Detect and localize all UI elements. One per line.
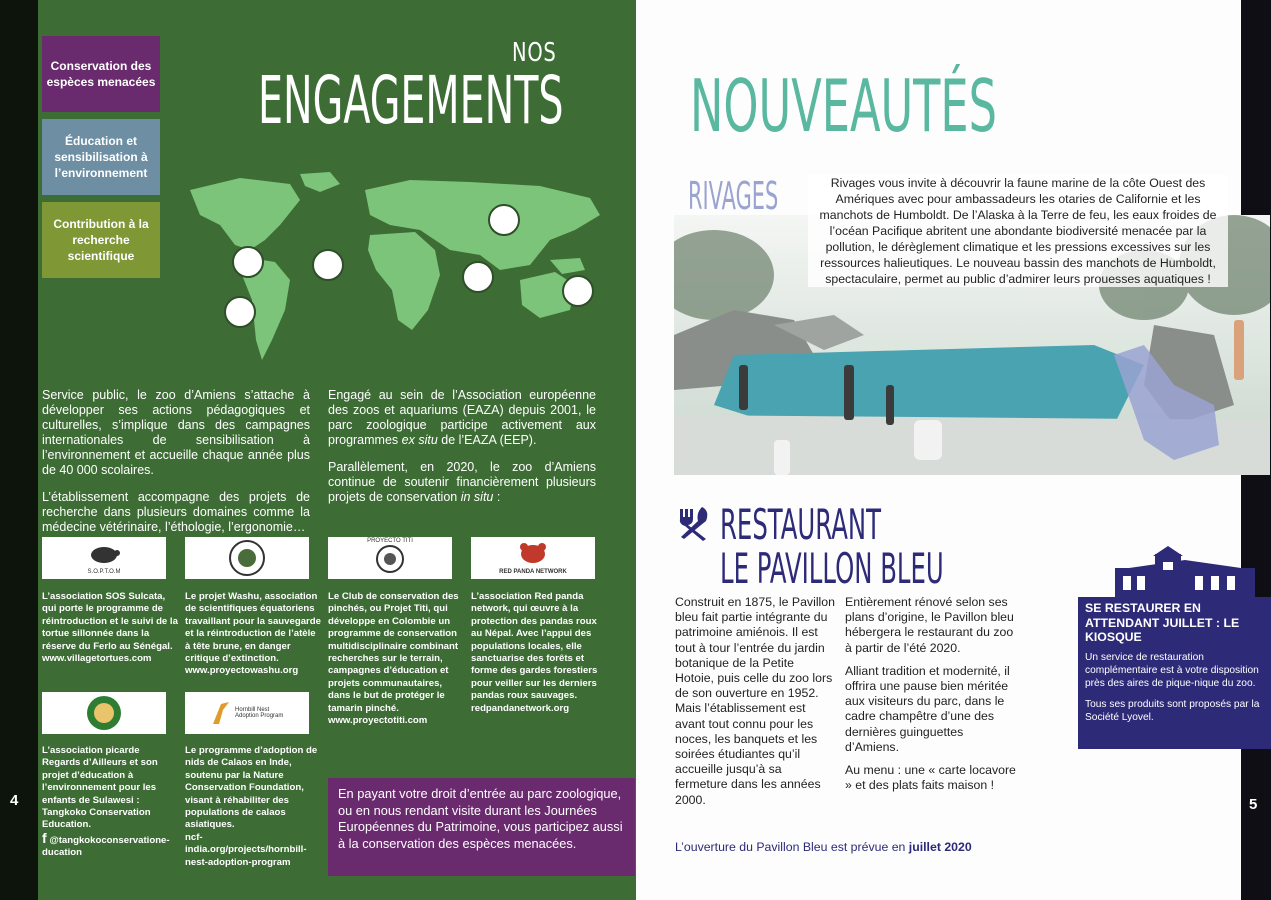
website-link[interactable]: www.proyectotiti.com — [328, 715, 428, 727]
title-engagements: ENGAGEMENTS — [258, 62, 564, 139]
marker-hornbill — [463, 262, 493, 292]
opening-date-line: L’ouverture du Pavillon Bleu est prévue en juillet 2020 — [675, 840, 972, 854]
title-nouveautes: NOUVEAUTÉS — [690, 64, 997, 148]
paragraph: Entièrement rénové selon ses plans d’origine, le Pavillon bleu hébergera le restaurant du zoo à partir de l’été 2020. — [845, 595, 1014, 655]
kiosk-text: Tous ses produits sont proposés par la Société Lyovel. — [1085, 698, 1260, 723]
text-column-b — [328, 388, 596, 517]
marker-titi — [233, 247, 263, 277]
logo-titi: PROYECTO TITI — [328, 537, 452, 579]
restaurant-text-b — [845, 595, 1020, 801]
tangkoko-emblem-icon — [85, 694, 123, 732]
tortoise-icon — [86, 542, 122, 564]
world-map — [180, 170, 620, 380]
marker-tangkoko — [563, 276, 593, 306]
marker-washu — [225, 297, 255, 327]
map-north-america — [190, 178, 300, 250]
fork-knife-icon — [676, 505, 712, 541]
logo-soptom: S.O.P.T.O.M — [42, 537, 166, 579]
paragraph: Parallèlement, en 2020, le zoo d’Amiens continue de soutenir financièrement plusieurs projets de conservation in situ : — [328, 460, 596, 504]
category-education: Éducation et sensibilisation à l’environnement — [42, 119, 160, 195]
logo-hornbill: Hornbill Nest Adoption Program — [185, 692, 309, 734]
paragraph: Service public, le zoo d’Amiens s’attache à développer ses actions pédagogiques et culturelles, s’implique dans des campagnes internationales de sensibilisation à l’environnement et accueille chaque année plus de 40 000 scolaires. — [42, 388, 310, 477]
website-link[interactable]: www.villagetortues.com — [42, 653, 152, 665]
page-number-left: 4 — [10, 792, 19, 809]
pavilion-building-icon — [1115, 546, 1255, 598]
marker-soptom — [313, 250, 343, 280]
map-greenland — [300, 172, 340, 192]
restaurant-title-line-1: RESTAURANT — [720, 500, 881, 549]
paragraph: Engagé au sein de l’Association européenne des zoos et aquariums (EAZA) depuis 2001, le parc zoologique participe activement aux programmes ex situ de l’EAZA (EEP). — [328, 388, 596, 447]
restaurant-text-a: Construit en 1875, le Pavillon bleu fait partie intégrante du patrimoine amiénois. Il est tout à tour l’entrée du jardin botanique de la Petite Hotoie, puis celle du zoo lors de son ouverture en 1952. Mais l’établissement est avant tout connu pour les noces, les banquets et les soirées étudiantes qu’il accueille jusqu’à sa fermeture dans les années 2000. — [675, 595, 835, 807]
paragraph: Au menu : une « carte locavore » et des plats faits maison ! — [845, 763, 1016, 793]
facebook-icon: f — [42, 829, 47, 846]
paragraph: Alliant tradition et modernité, il offrira une pause bien méritée aux visiteurs du parc, dans le cadre champêtre d’une des dernières guinguettes d’Amiens. — [845, 663, 1010, 754]
facebook-link[interactable]: f @tangkokoconservatione-ducation — [42, 829, 170, 859]
map-africa — [368, 232, 440, 330]
title-rivages: RIVAGES — [688, 174, 779, 218]
kiosk-title: SE RESTAURER EN ATTENDANT JUILLET : LE KIOSQUE — [1085, 601, 1240, 644]
category-conservation: Conservation des espèces menacées — [42, 36, 160, 112]
tamarin-emblem-icon — [373, 544, 407, 574]
kiosk-box — [1078, 597, 1271, 749]
logo-tangkoko — [42, 692, 166, 734]
website-link[interactable]: www.proyectowashu.org — [185, 665, 299, 677]
page-edge-left — [0, 0, 38, 900]
website-link[interactable]: redpandanetwork.org — [471, 702, 570, 714]
monkey-emblem-icon — [228, 539, 266, 577]
page-number-right: 5 — [1249, 796, 1258, 813]
rivages-description: Rivages vous invite à découvrir la faune marine de la côte Ouest des Amériques avec pour ambassadeurs les otaries de Californie et les manchots de Humboldt. De l’Alaska à la Terre de feu, les eaux froides de l’océan Pacifique abritent une abondante biodiversité menacée par la pollution, le dérèglement climatique et les pressions excessives sur les ressources halieutiques. Le nouveau bassin des manchots de Humboldt, spectaculaire, permet au public d’admirer leurs prouesses aquatiques ! — [808, 175, 1228, 287]
logo-caption: L’association Red panda network, qui œuvre à la protection des pandas roux au Népal. Avec l’appui des populations locales, elle sanctuarise des forêts et forme des gardes forestiers pour veiller sur les derniers pandas roux sauvages. redpandanetwork.org — [471, 591, 607, 715]
text-column-a — [42, 388, 310, 547]
purple-info-box: En payant votre droit d’entrée au parc zoologique, ou en nous rendant visite durant les Journées Européennes du Patrimoine, vous participez aussi à la conservation des espèces menacées. — [328, 778, 635, 876]
red-panda-icon — [516, 542, 550, 564]
logo-washu — [185, 537, 309, 579]
logo-redpanda: RED PANDA NETWORK — [471, 537, 595, 579]
logo-caption: L’association picarde Regards d’Ailleurs et son projet d’éducation à l’environnement pour les enfants de Sulawesi : Tangkoko Conservation Education. f @tangkokoconservatione-ducation — [42, 745, 178, 860]
paragraph: L’établissement accompagne des projets de recherche dans plusieurs domaines comme la médecine vétérinaire, l’éthologie, l’ergonomie… — [42, 490, 310, 534]
logo-caption: Le Club de conservation des pinchés, ou Projet Titi, qui développe en Colombie un programme de conservation multidisciplinaire combinant recherches sur le terrain, campagnes d’éducation et projets communautaires, dans le but de protéger le tamarin pinché. www.proyectotiti.com — [328, 591, 464, 727]
logo-caption: L’association SOS Sulcata, qui porte le programme de réintroduction et le suivi de la tortue sillonnée dans la réserve du Ferlo au Sénégal. www.villagetortues.com — [42, 591, 178, 665]
kiosk-text: Un service de restauration complémentaire est à votre disposition près des aires de pique-nique du zoo. — [1085, 651, 1259, 689]
logo-caption: Le programme d’adoption de nids de Calaos en Inde, soutenu par la Nature Conservation Foundation, visant à réhabiliter des populations de calaos asiatiques. ncf-india.org/projects/hornbill-nest-adoption-program — [185, 745, 321, 869]
website-link[interactable]: ncf-india.org/projects/hornbill-nest-adoption-program — [185, 831, 307, 868]
marker-redpanda — [489, 205, 519, 235]
title-restaurant — [720, 500, 944, 593]
hornbill-icon — [209, 698, 231, 728]
restaurant-title-line-2: LE PAVILLON BLEU — [720, 544, 944, 593]
category-research: Contribution à la recherche scientifique — [42, 202, 160, 278]
title-nos: NOS — [512, 38, 557, 68]
logo-caption: Le projet Washu, association de scientifiques équatoriens travaillant pour la sauvegarde et la réintroduction de l’atèle à tête brune, en danger critique d’extinction. www.proyectowashu.org — [185, 591, 321, 677]
map-indonesia — [550, 258, 585, 274]
